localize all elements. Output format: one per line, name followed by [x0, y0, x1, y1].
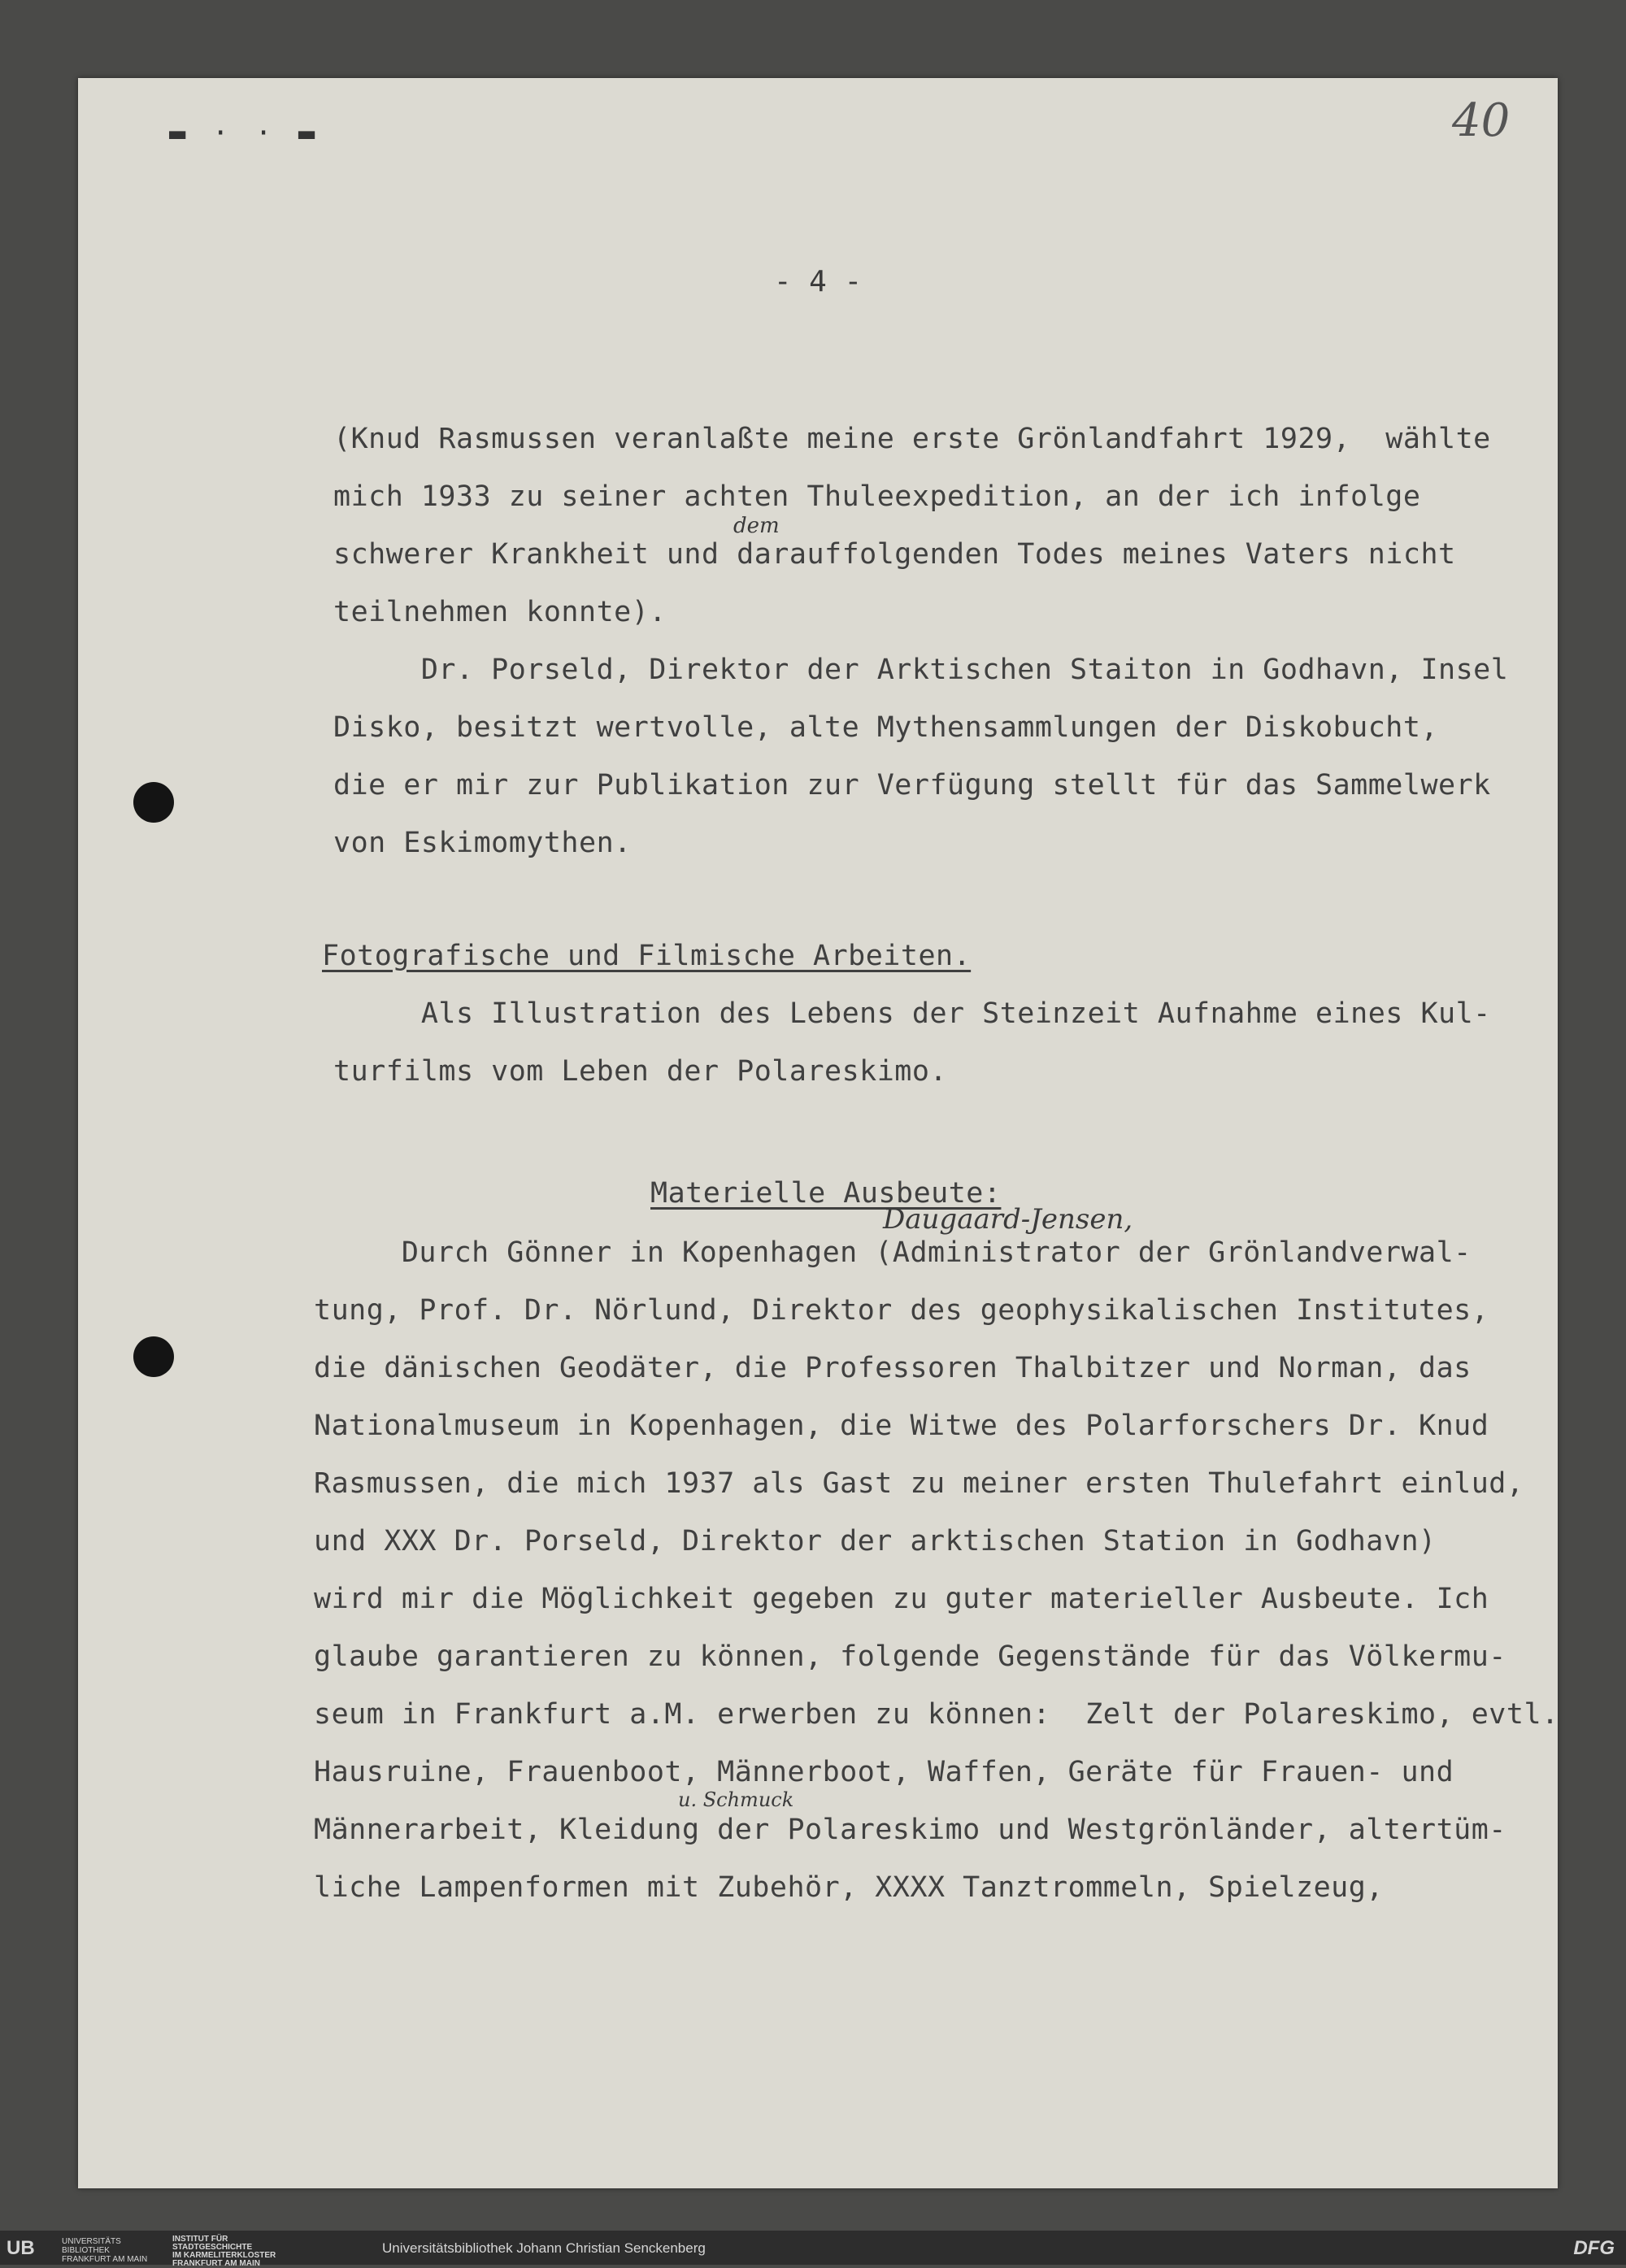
text-line: (Knud Rasmussen veranlaßte meine erste Grönlandfahrt 1929, wählte: [333, 423, 1491, 455]
text-line: turfilms vom Leben der Polareskimo.: [333, 1055, 948, 1088]
dfg-logo: DFG: [1573, 2237, 1615, 2259]
section-heading-foto: Fotografische und Filmische Arbeiten.: [322, 940, 972, 972]
page-number: - 4 -: [773, 265, 863, 298]
text-line: Durch Gönner in Kopenhagen (Administrator der Grönlandverwal-: [314, 1236, 1472, 1269]
institut-logo-text: INSTITUT FÜR STADTGESCHICHTE IM KARMELITERKLOSTER FRANKFURT AM MAIN: [172, 2235, 276, 2268]
text-line: teilnehmen konnte).: [333, 596, 667, 628]
text-line: Rasmussen, die mich 1937 als Gast zu meiner ersten Thulefahrt einlud,: [314, 1467, 1524, 1500]
text-line: wird mir die Möglichkeit gegeben zu guter materieller Ausbeute. Ich: [314, 1583, 1489, 1615]
text-line: die dänischen Geodäter, die Professoren Thalbitzer und Norman, das: [314, 1352, 1472, 1384]
text-line: seum in Frankfurt a.M. erwerben zu können: Zelt der Polareskimo, evtl.: [314, 1698, 1559, 1731]
text-line: tung, Prof. Dr. Nörlund, Direktor des geophysikalischen Institutes,: [314, 1294, 1489, 1327]
text-line: liche Lampenformen mit Zubehör, XXXX Tanztrommeln, Spielzeug,: [314, 1871, 1384, 1904]
handwritten-annotation: dem: [733, 514, 780, 538]
text-line: schwerer Krankheit und darauffolgenden Todes meines Vaters nicht: [333, 538, 1456, 571]
text-line: glaube garantieren zu können, folgende Gegenstände für das Völkermu-: [314, 1640, 1506, 1673]
text-line: mich 1933 zu seiner achten Thuleexpedition, an der ich infolge: [333, 480, 1421, 513]
document-page: [78, 78, 1558, 2188]
text-line: Dr. Porseld, Direktor der Arktischen Staiton in Godhavn, Insel: [333, 654, 1509, 686]
text-line: Als Illustration des Lebens der Steinzeit Aufnahme eines Kul-: [333, 997, 1491, 1030]
viewer-footer: [0, 2231, 1626, 2268]
text-line: Nationalmuseum in Kopenhagen, die Witwe des Polarforschers Dr. Knud: [314, 1410, 1489, 1442]
section-heading-material: Materielle Ausbeute:: [650, 1177, 1002, 1210]
text-line: die er mir zur Publikation zur Verfügung stellt für das Sammelwerk: [333, 769, 1491, 802]
top-marks: ▬ · · ▬: [169, 117, 320, 150]
text-line: Hausruine, Frauenboot, Männerboot, Waffen, Geräte für Frauen- und: [314, 1756, 1454, 1788]
text-line: und XXX Dr. Porseld, Direktor der arktischen Station in Godhavn): [314, 1525, 1437, 1558]
handwritten-annotation: u. Schmuck: [678, 1788, 794, 1811]
punch-hole: [133, 1336, 174, 1377]
ub-logo-text: UNIVERSITÄTS BIBLIOTHEK FRANKFURT AM MAIN: [62, 2237, 148, 2264]
folio-number: 40: [1452, 94, 1511, 147]
ub-logo: UB: [7, 2237, 35, 2259]
text-line: von Eskimomythen.: [333, 827, 632, 859]
text-line: Männerarbeit, Kleidung der Polareskimo und Westgrönländer, altertüm-: [314, 1814, 1506, 1846]
text-line: Disko, besitzt wertvolle, alte Mythensammlungen der Diskobucht,: [333, 711, 1439, 744]
punch-hole: [133, 782, 174, 823]
library-name: Universitätsbibliothek Johann Christian Senckenberg: [382, 2240, 706, 2256]
handwritten-annotation: Daugaard-Jensen,: [883, 1203, 1133, 1236]
